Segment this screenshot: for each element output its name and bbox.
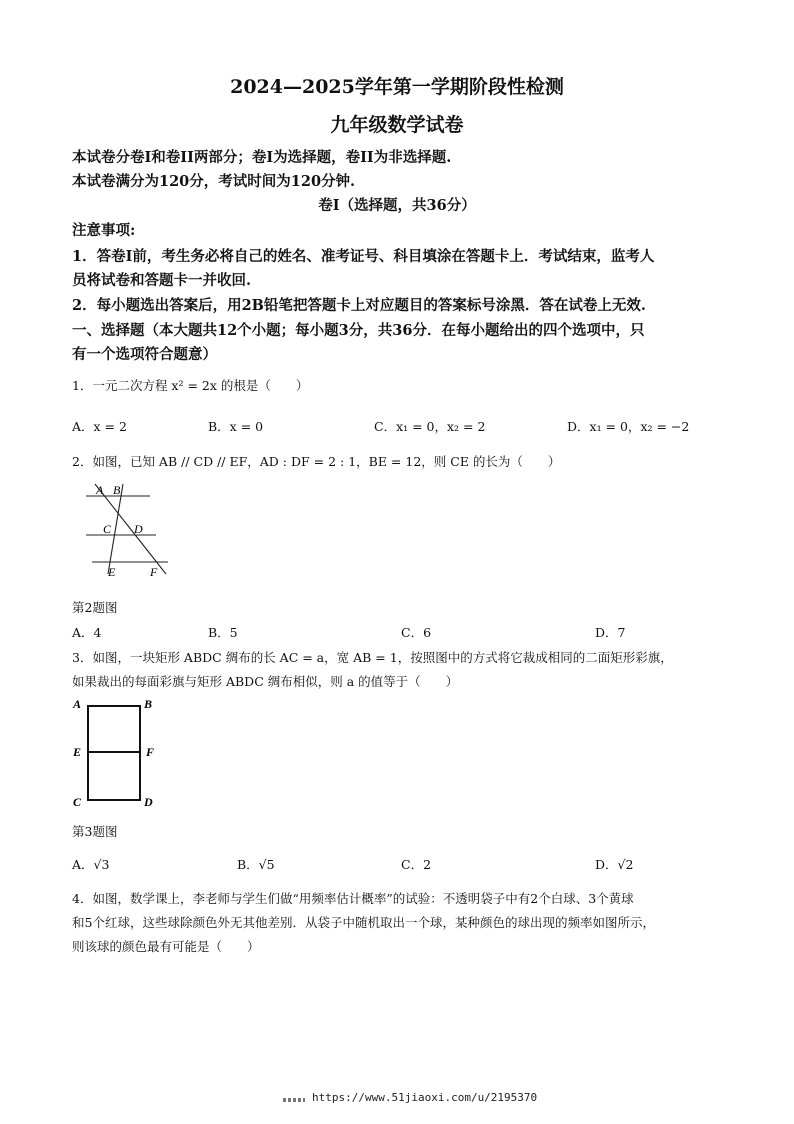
question-2-option-b: B．5 <box>208 625 238 640</box>
question-1-option-d: D．x₁ = 0，x₂ = −2 <box>567 419 690 434</box>
label-e: E <box>73 745 82 759</box>
label-a: A <box>73 697 82 711</box>
footer-url[interactable]: https://www.51jiaoxi.com/u/2195370 <box>312 1091 538 1104</box>
label-f: F <box>146 745 155 759</box>
label-c: C <box>103 522 112 536</box>
question-1-option-c: C．x₁ = 0，x₂ = 2 <box>374 419 486 434</box>
question-2-figure <box>78 480 178 580</box>
label-d: D <box>144 795 153 809</box>
notes-item-1-line-1: 1．答卷I前，考生务必将自己的姓名、准考证号、科目填涂在答题卡上．考试结束，监考人 <box>72 248 655 265</box>
question-3-option-a: A．√3 <box>72 857 110 872</box>
question-2-option-c: C．6 <box>401 625 432 640</box>
volume-heading: 卷I（选择题，共36分） <box>318 197 476 214</box>
watermark-logo <box>283 1098 305 1102</box>
label-f: F <box>150 565 158 579</box>
label-b: B <box>144 697 153 711</box>
page-title: 2024—2025学年第一学期阶段性检测 <box>230 76 564 98</box>
question-2-option-d: D．7 <box>595 625 626 640</box>
label-d: D <box>134 522 143 536</box>
label-e: E <box>108 565 116 579</box>
question-3-option-c: C．2 <box>401 857 432 872</box>
question-1-option-b: B．x = 0 <box>208 419 264 434</box>
question-3-figure <box>68 694 168 812</box>
question-4-line-3: 则该球的颜色最有可能是（ ） <box>72 939 260 954</box>
question-2-caption: 第2题图 <box>72 600 118 615</box>
intro-line-2: 本试卷满分为120分，考试时间为120分钟. <box>72 173 356 190</box>
question-3-caption: 第3题图 <box>72 824 118 839</box>
label-a: A <box>96 483 104 497</box>
label-b: B <box>113 483 121 497</box>
question-2-option-a: A．4 <box>72 625 102 640</box>
notes-heading: 注意事项: <box>72 222 136 239</box>
page-subtitle: 九年级数学试卷 <box>330 114 464 136</box>
intro-line-1: 本试卷分卷I和卷II两部分；卷I为选择题，卷II为非选择题. <box>72 149 452 166</box>
question-3-stem-line-1: 3．如图，一块矩形 ABDC 绸布的长 AC = a，宽 AB = 1，按照图中的方式将它裁成相同的二面矩形彩旗， <box>72 650 673 665</box>
question-3-option-b: B．√5 <box>237 857 275 872</box>
question-4-line-1: 4．如图，数学课上，李老师与学生们做“用频率估计概率”的试验：不透明袋子中有2个白球、3个黄球 <box>72 891 634 906</box>
question-3-stem-line-2: 如果裁出的每面彩旗与矩形 ABDC 绸布相似，则 a 的值等于（ ） <box>72 674 459 689</box>
notes-item-2: 2．每小题选出答案后，用2B铅笔把答题卡上对应题目的答案标号涂黑．答在试卷上无效. <box>72 297 646 314</box>
question-3-option-d: D．√2 <box>595 857 634 872</box>
question-1-option-a: A．x = 2 <box>72 419 127 434</box>
question-1-stem: 1．一元二次方程 x² = 2x 的根是（ ） <box>72 378 309 393</box>
question-4-line-2: 和5个红球，这些球除颜色外无其他差别．从袋子中随机取出一个球，某种颜色的球出现的频率如图所示， <box>72 915 655 930</box>
label-c: C <box>73 795 82 809</box>
notes-item-1-line-2: 员将试卷和答题卡一并收回. <box>72 272 252 289</box>
section-1-line-1: 一、选择题（本大题共12个小题；每小题3分，共36分．在每小题给出的四个选项中，只 <box>72 322 645 339</box>
question-2-stem: 2．如图，已知 AB // CD // EF，AD : DF = 2 : 1，BE = 12，则 CE 的长为（ ） <box>72 454 561 469</box>
section-1-line-2: 有一个选项符合题意） <box>72 346 217 363</box>
